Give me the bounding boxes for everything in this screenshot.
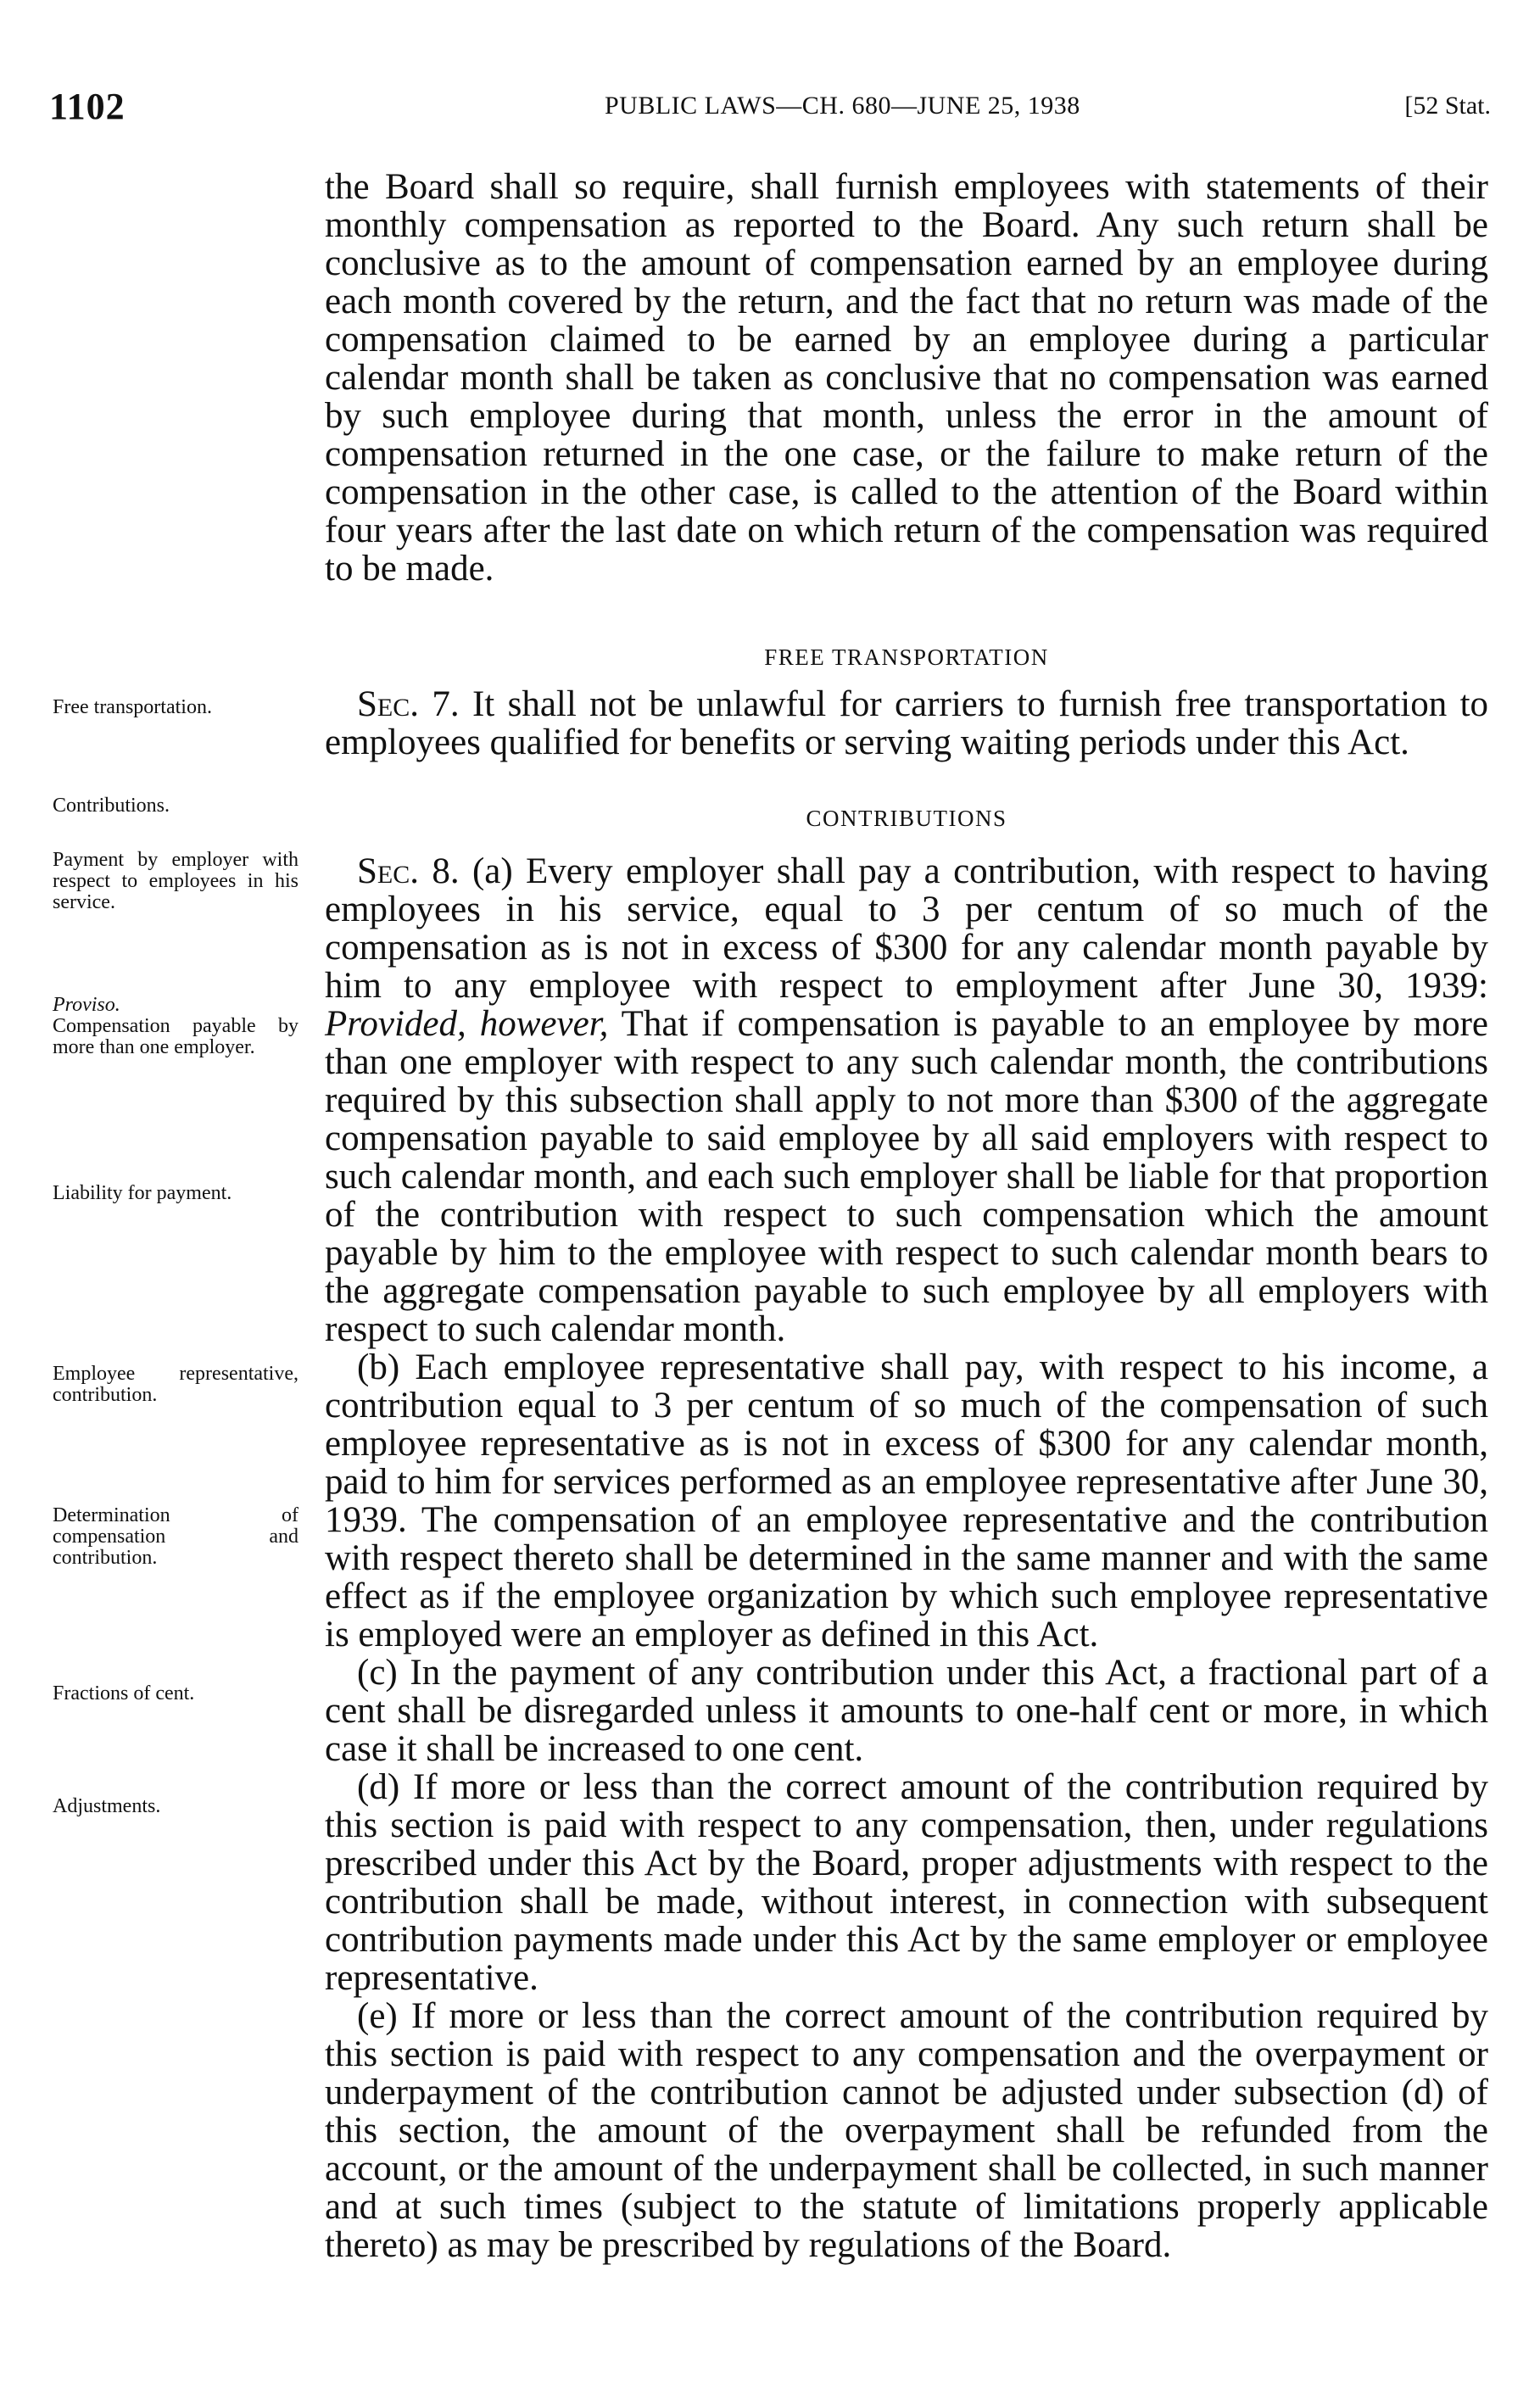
margin-note-determination: Determination of compensation and contribution. [53, 1504, 299, 1569]
provided-however: Provided, however, [325, 1004, 609, 1044]
section-8a-paragraph [325, 852, 1488, 1348]
section-8e-paragraph: (e) If more or less than the correct amount of the contribution required by this section is paid with respect to any compensation and the overpayment or underpayment of the contribution cannot be adjusted under subsection (d) of this section, the amount of the overpayment shall be refunded from the account, or the amount of the underpayment shall be collected, in such manner and at such times (subject to the statute of limitations properly applicable thereto) as may be prescribed by regulations of the Board. [325, 1996, 1488, 2265]
running-head: PUBLIC LAWS—CH. 680—JUNE 25, 1938 [605, 92, 1080, 120]
margin-note-adjustments: Adjustments. [53, 1795, 161, 1817]
page-header [49, 85, 1491, 136]
section-8a-text-part1: (a) Every employer shall pay a contribution, with respect to having employees in his service, equal to 3 per centum of so much of the compensation as is not in excess of $300 for any calendar month payable by him to any employee with respect to employment after June 30, 1939: [325, 851, 1489, 1006]
proviso-label: Proviso. [53, 994, 120, 1016]
section-7-text: It shall not be unlawful for carriers to furnish free transportation to employees qualified for benefits or serving waiting periods under this Act. [325, 684, 1489, 762]
section-8-block [325, 852, 1488, 2264]
margin-note-compensation-multiple: Compensation payable by more than one employer. [53, 1015, 299, 1058]
margin-note-liability: Liability for payment. [53, 1182, 232, 1204]
margin-note-free-transportation: Free transportation. [53, 696, 212, 718]
section-8a-text-part2: That if compensation is payable to an employee by more than one employer with respect to any such calendar month, the contributions required by this subsection shall apply to not more than $300 of the aggregate compensation payable to said employee by all said employers with respect to such calendar month, and each such employer shall be liable for that proportion of the contribution with respect to such compensation which the amount payable by him to the employee with respect to such calendar month bears to the aggregate compensation payable to such employee by all employers with respect to such calendar month. [325, 1004, 1488, 1349]
page-number: 1102 [49, 86, 126, 127]
section-8c-paragraph: (c) In the payment of any contribution under this Act, a fractional part of a cent shall be disregarded unless it amounts to one-half cent or more, in which case it shall be increased to one cent. [325, 1653, 1488, 1769]
margin-note-employee-representative: Employee representative, contribution. [53, 1363, 299, 1406]
section-8-label: Sec. 8. [357, 851, 460, 891]
continuation-paragraph: the Board shall so require, shall furnish employees with statements of their monthly compensation as reported to the Board. Any such return shall be conclusive as to the amount of compensation earned by an employee during each month covered by the return, and the fact that no return was made of the compensation claimed to be earned by an employee during a particular calendar month shall be taken as conclusive that no compensation was earned by such employee during that month, unless the error in the amount of compensation returned in the one case, or the failure to make return of the compensation in the other case, is called to the attention of the Board within four years after the last date on which return of the compensation was required to be made. [325, 167, 1488, 589]
continuation-block [325, 168, 1488, 588]
margin-note-payment-by-employer: Payment by employer with respect to employees in his service. [53, 849, 299, 913]
section-7-label: Sec. 7. [357, 684, 460, 724]
heading-free-transportation: FREE TRANSPORTATION [764, 644, 1049, 670]
margin-note-fractions: Fractions of cent. [53, 1682, 195, 1704]
margin-note-proviso [53, 995, 299, 1016]
section-8b-paragraph: (b) Each employee representative shall pay, with respect to his income, a contribution equal to 3 per centum of so much of the compensation of such employee representative as is not in excess of $300 for any calendar month, paid to him for services performed as an employee representative after June 30, 1939. The compensation of an employee representative and the contribution with respect thereto shall be determined in the same manner and with the same effect as if the employee organization by which such employee representative is employed were an employer as defined in this Act. [325, 1347, 1488, 1654]
section-8d-paragraph: (d) If more or less than the correct amount of the contribution required by this section is paid with respect to any compensation, then, under regulations prescribed under this Act by the Board, proper adjustments with respect to the contribution shall be made, without interest, in connection with subsequent contribution payments made under this Act by the same employer or employee representative. [325, 1767, 1488, 1998]
section-7-block [325, 685, 1488, 762]
section-7-paragraph [325, 685, 1488, 762]
margin-note-contributions: Contributions. [53, 795, 170, 817]
heading-contributions: CONTRIBUTIONS [806, 806, 1007, 831]
volume-reference: [52 Stat. [1404, 92, 1491, 120]
